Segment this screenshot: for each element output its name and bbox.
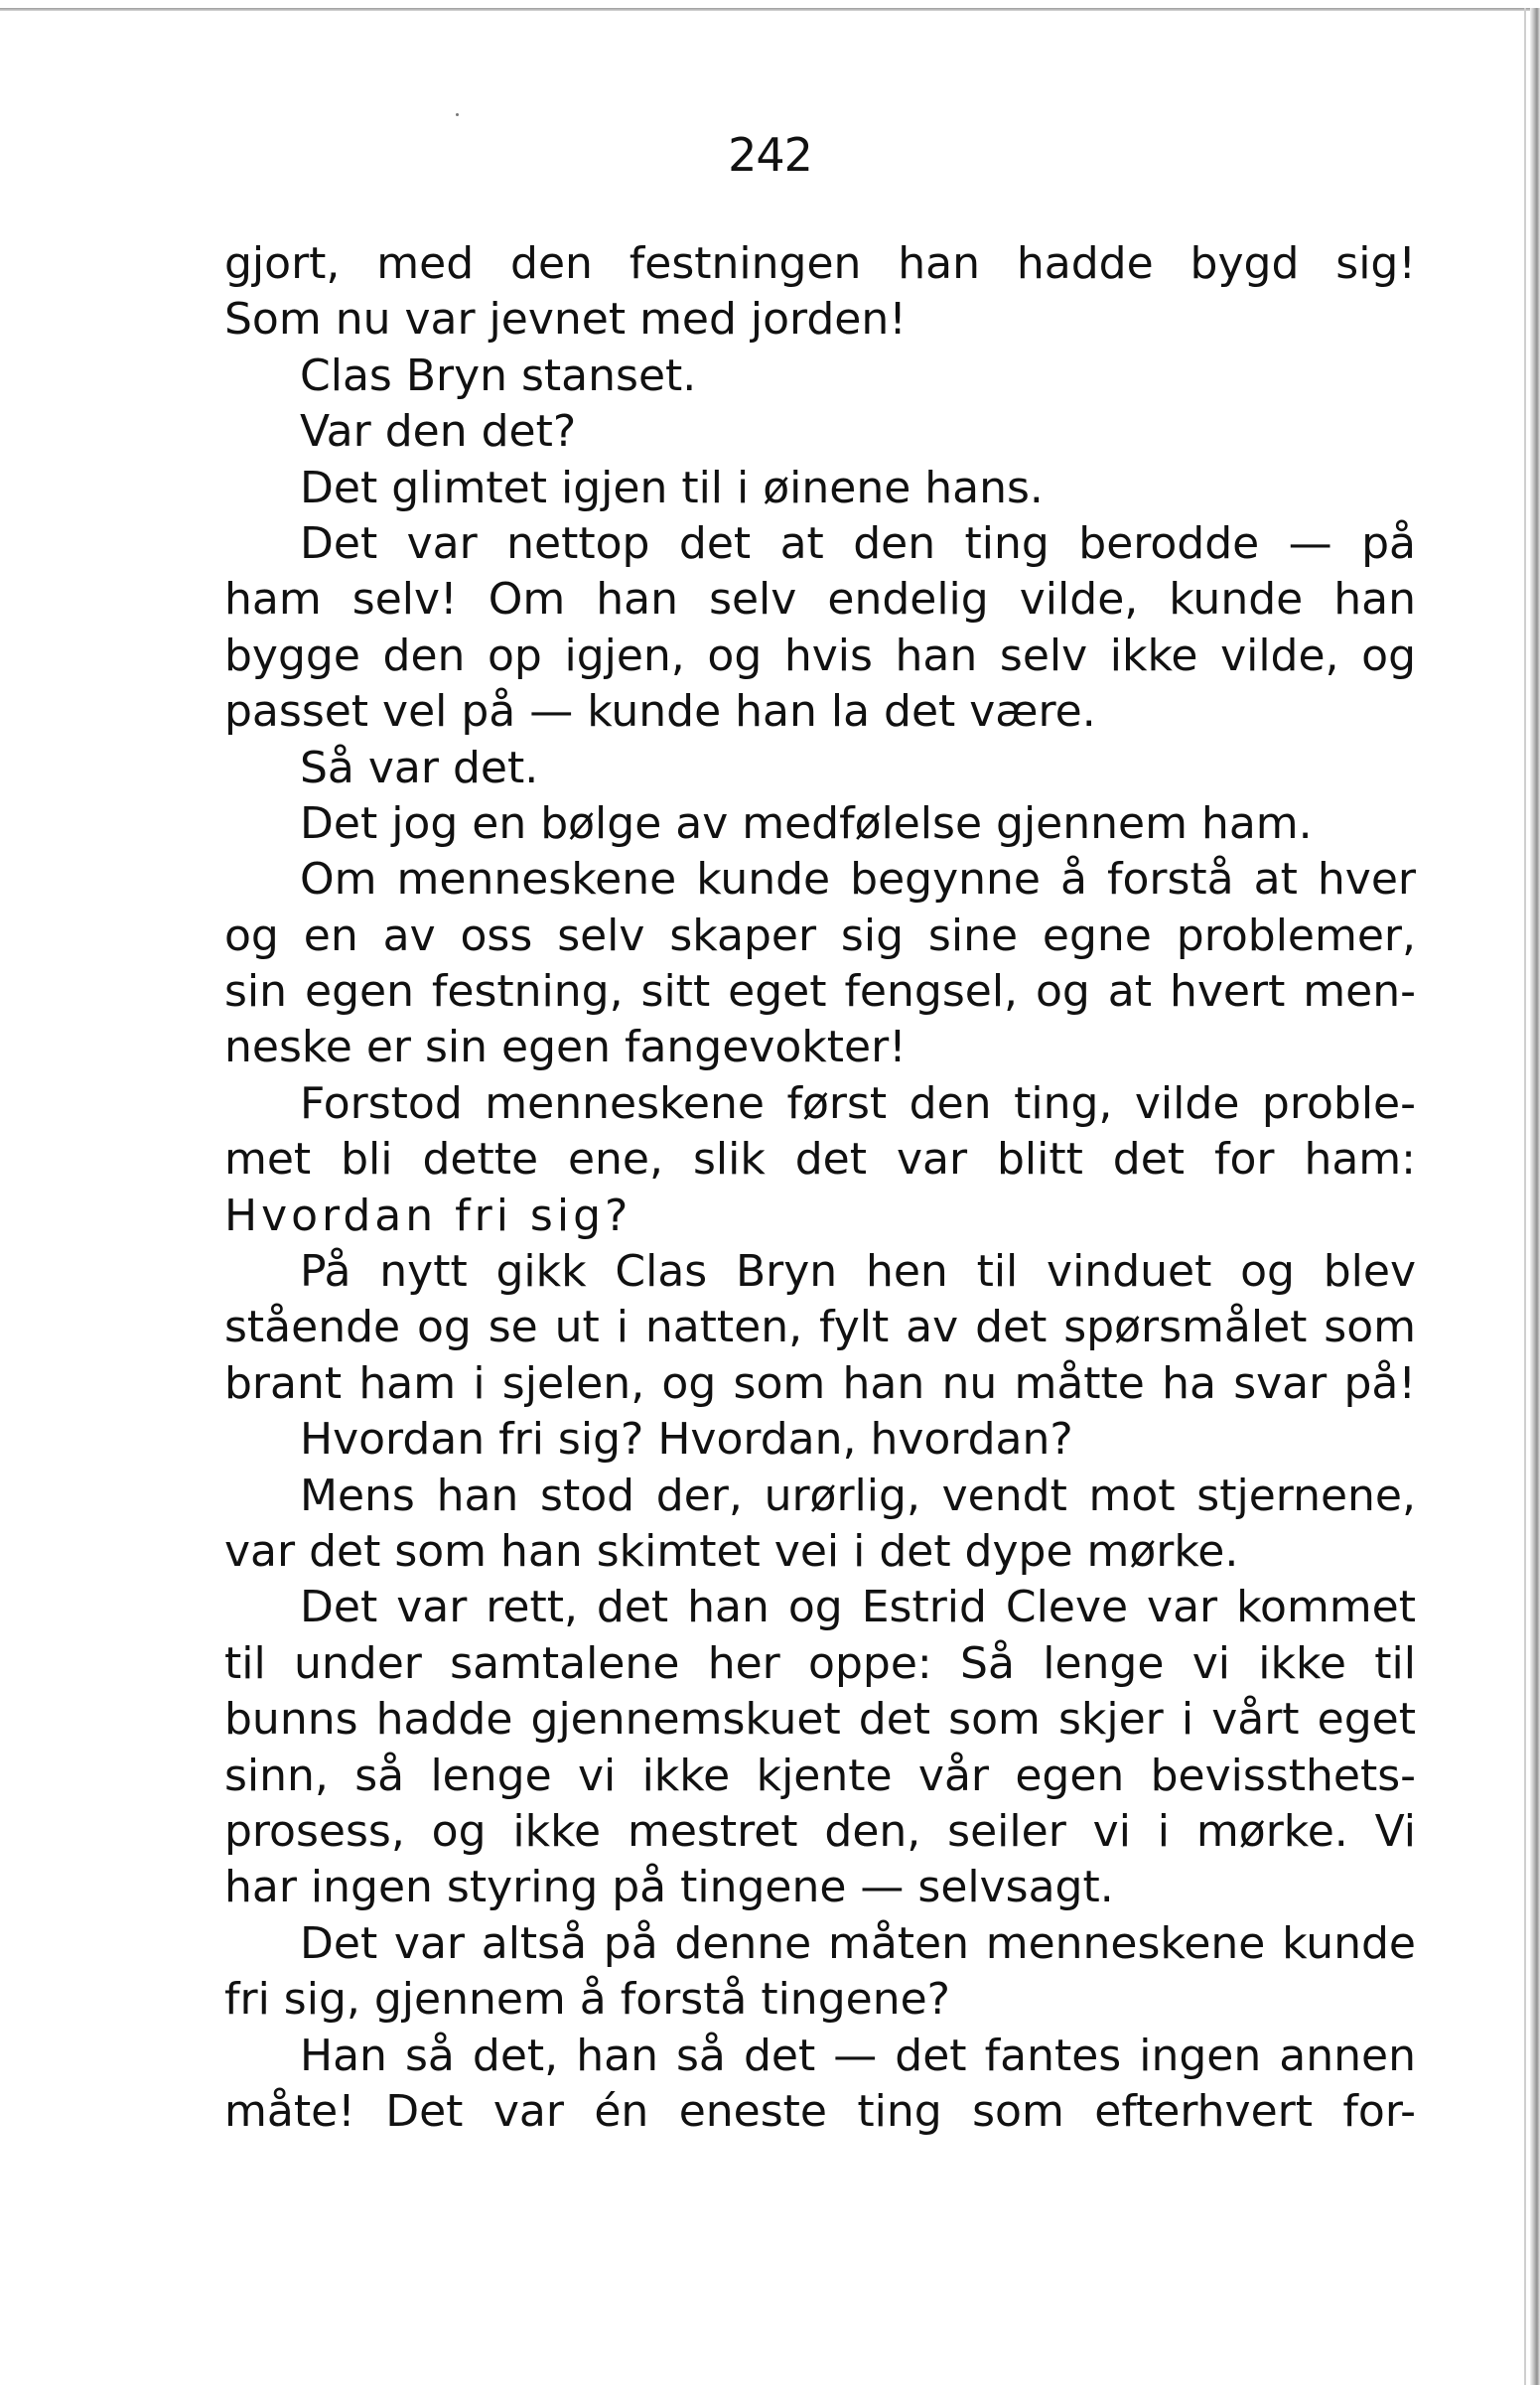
text-line: passet vel på — kunde han la det være. bbox=[224, 686, 1096, 738]
text-line: Det glimtet igjen til i øinene hans. bbox=[300, 462, 1044, 513]
text-line: sinn, så lenge vi ikke kjente vår egen bevissthets- bbox=[224, 1750, 1416, 1801]
text-line: bunns hadde gjennemskuet det som skjer i vårt eget bbox=[224, 1694, 1416, 1746]
text-line: var det som han skimtet vei i det dype mørke. bbox=[224, 1525, 1239, 1577]
text-line: Så var det. bbox=[300, 742, 539, 793]
text-line: På nytt gikk Clas Bryn hen til vinduet og blev bbox=[300, 1246, 1416, 1298]
text-line: gjort, med den festningen han hadde bygd sig! bbox=[224, 238, 1416, 289]
text-line: Mens han stod der, urørlig, vendt mot stjernene, bbox=[300, 1470, 1416, 1521]
scan-right-edge bbox=[1530, 8, 1540, 2385]
text-line: Det var nettop det at den ting berodde — på bbox=[300, 517, 1416, 569]
text-line: sin egen festning, sitt eget fengsel, og at hvert men- bbox=[224, 966, 1416, 1018]
text-line: Clas Bryn stanset. bbox=[300, 350, 697, 401]
scan-edge-line bbox=[1524, 8, 1526, 2385]
text-line: Forstod menneskene først den ting, vilde proble- bbox=[300, 1077, 1416, 1129]
text-line: stående og se ut i natten, fylt av det spørsmålet som bbox=[224, 1302, 1416, 1353]
text-line: måte! Det var én eneste ting som efterhvert for- bbox=[224, 2085, 1416, 2137]
text-line: Som nu var jevnet med jorden! bbox=[224, 294, 907, 346]
text-line: Det var altså på denne måten menneskene kunde bbox=[300, 1917, 1416, 1969]
text-line: fri sig, gjennem å forstå tingene? bbox=[224, 1974, 951, 2026]
text-line: Hvordan fri sig? bbox=[224, 1190, 632, 1241]
text-line: brant ham i sjelen, og som han nu måtte ha svar på! bbox=[224, 1357, 1416, 1409]
text-line: bygge den op igjen, og hvis han selv ikke vilde, og bbox=[224, 630, 1416, 681]
text-line: ham selv! Om han selv endelig vilde, kunde han bbox=[224, 574, 1416, 626]
text-line: Hvordan fri sig? Hvordan, hvordan? bbox=[300, 1414, 1073, 1466]
text-line: til under samtalene her oppe: Så lenge vi ikke til bbox=[224, 1637, 1416, 1689]
text-line: Han så det, han så det — det fantes ingen annen bbox=[300, 2030, 1416, 2081]
text-line: prosess, og ikke mestret den, seiler vi i mørke. Vi bbox=[224, 1805, 1416, 1857]
scan-top-edge bbox=[0, 8, 1540, 11]
text-line: Om menneskene kunde begynne å forstå at hver bbox=[300, 854, 1416, 906]
text-line: Det var rett, det han og Estrid Cleve var kommet bbox=[300, 1582, 1416, 1633]
page-number: 242 bbox=[728, 128, 812, 182]
body-text bbox=[224, 236, 1416, 2140]
text-line: og en av oss selv skaper sig sine egne problemer, bbox=[224, 910, 1416, 961]
text-line: met bli dette ene, slik det var blitt det for ham: bbox=[224, 1134, 1416, 1186]
text-line: har ingen styring på tingene — selvsagt. bbox=[224, 1862, 1114, 1913]
scan-speck bbox=[456, 113, 459, 116]
text-line: Var den det? bbox=[300, 406, 577, 458]
text-line: Det jog en bølge av medfølelse gjennem ham. bbox=[300, 797, 1313, 849]
text-line: neske er sin egen fangevokter! bbox=[224, 1022, 907, 1073]
